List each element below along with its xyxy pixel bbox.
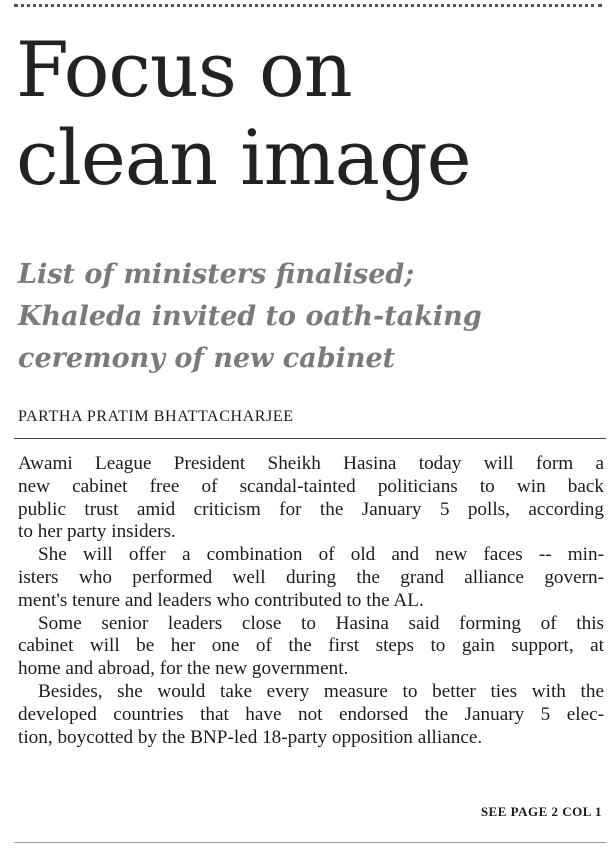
text-line: She will offer a combination of old and new faces -- min-: [38, 544, 604, 566]
headline-line-1: Focus on: [16, 25, 352, 114]
text-line: new cabinet free of scandal-tainted politicians to win back: [18, 475, 604, 497]
subheadline-line-2: Khaleda invited to oath-taking: [18, 301, 482, 332]
text-line: Some senior leaders close to Hasina said forming of this: [38, 612, 604, 634]
text-line: to her party insiders.: [18, 521, 176, 543]
text-line: cabinet will be her one of the first steps to gain support, at: [18, 635, 604, 657]
paragraph-4: [18, 681, 604, 749]
text-line: Besides, she would take every measure to better ties with the: [38, 680, 604, 702]
byline: PARTHA PRATIM BHATTACHARJEE: [18, 408, 294, 425]
article-body: [18, 453, 604, 749]
paragraph-1: [18, 453, 604, 544]
subheadline-line-3: ceremony of new cabinet: [18, 343, 396, 374]
byline-rule: [14, 438, 606, 439]
continued-on-page-link[interactable]: SEE PAGE 2 COL 1: [480, 804, 602, 819]
subheadline: [18, 254, 482, 380]
subheadline-line-1: List of ministers finalised;: [18, 259, 415, 290]
paragraph-2: [18, 544, 604, 612]
text-line: Awami League President Sheikh Hasina today will form a: [18, 453, 604, 474]
text-line: isters who performed well during the grand alliance govern-: [18, 566, 604, 588]
headline: [16, 26, 471, 202]
top-dotted-rule: [14, 4, 602, 7]
paragraph-3: [18, 613, 604, 681]
text-line: home and abroad, for the new government.: [18, 658, 349, 680]
text-line: tion, boycotted by the BNP-led 18-party opposition alliance.: [18, 726, 483, 748]
text-line: public trust amid criticism for the January 5 polls, according: [18, 498, 604, 520]
text-line: developed countries that have not endorsed the January 5 elec-: [18, 703, 604, 725]
bottom-rule: [14, 842, 606, 843]
text-line: ment's tenure and leaders who contributed to the AL.: [18, 589, 424, 611]
headline-line-2: clean image: [16, 113, 471, 202]
